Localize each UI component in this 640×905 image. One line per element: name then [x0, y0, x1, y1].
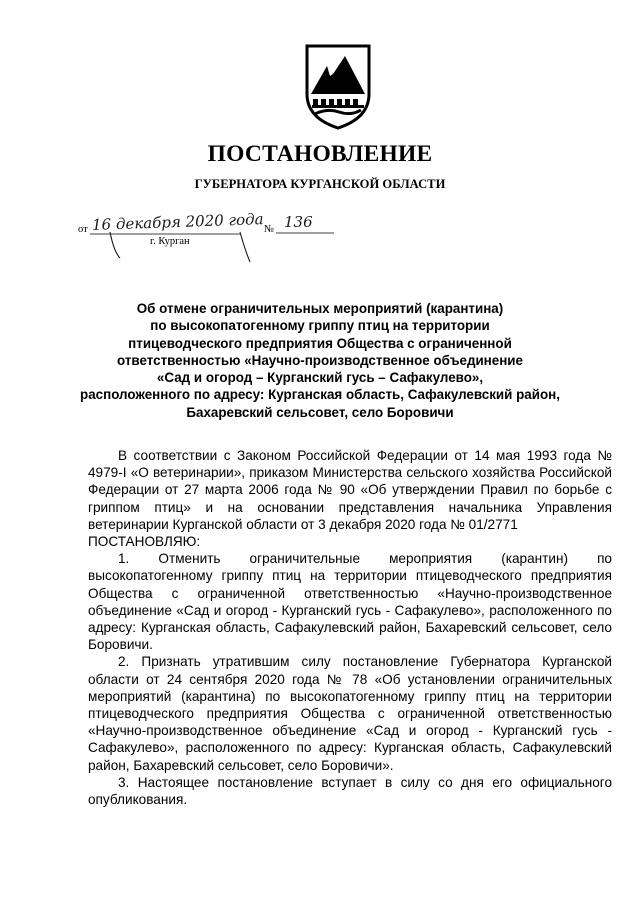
item-1-paragraph: 1. Отменить ограничительные мероприятия (карантин) по высокопатогенному гриппу птиц на территории птицеводческого предприятия Общества с ограниченной ответственностью «Научно-производственное объединение «Сад и огород - Курганский гусь - Сафакулево», расположенного по адресу: Курганская область, Сафакулевский район, Бахаревский сельсовет, село Боровичи. [88, 551, 612, 653]
coat-of-arms-icon [303, 44, 373, 130]
document-heading [60, 300, 580, 421]
heading-line: расположенного по адресу: Курганская область, Сафакулевский район, [80, 387, 560, 403]
heading-line: ответственностью «Научно-производственное объединение [117, 352, 523, 368]
handwritten-date: 16 декабря 2020 года [91, 210, 264, 234]
document-title: ПОСТАНОВЛЕНИЕ [207, 141, 433, 167]
heading-line: «Сад и огород – Курганский гусь – Сафакулево», [156, 370, 484, 386]
item-3-paragraph: 3. Настоящее постановление вступает в силу со дня его официального опубликования. [88, 774, 612, 808]
heading-line: по высокопатогенному гриппу птиц на территории [150, 318, 490, 334]
heading-line: Об отмене ограничительных мероприятий (карантина) [136, 301, 504, 316]
document-subtitle: ГУБЕРНАТОРА КУРГАНСКОЙ ОБЛАСТИ [194, 177, 446, 191]
heading-line: Бахаревский сельсовет, село Боровичи [186, 404, 454, 420]
date-prefix: от [78, 224, 88, 235]
handwritten-number: 136 [284, 213, 313, 231]
decree-word: ПОСТАНОВЛЯЮ: [88, 534, 201, 550]
number-label: № [264, 224, 275, 235]
date-underline-stroke [90, 228, 290, 264]
document-body [88, 447, 612, 808]
heading-line: птицеводческого предприятия Общества с ограниченной [128, 335, 512, 351]
place: г. Курган [150, 236, 190, 247]
number-underline [276, 230, 336, 236]
item-2-paragraph: 2. Признать утратившим силу постановление Губернатора Курганской области от 24 сентября 2020 года № 78 «Об установлении ограничительных мероприятий (карантина) по высокопатогенному гриппу птиц на территории птицеводческого предприятия Общества с ограниченной ответственностью «Научно-производственное объединение «Сад и огород - Курганский гусь - Сафакулево», расположенного по адресу: Курганская область, Сафакулевский район, Бахаревский сельсовет, село Боровичи». [88, 654, 612, 773]
preamble-paragraph: В соответствии с Законом Российской Федерации от 14 мая 1993 года № 4979-I «О ветеринарии», приказом Министерства сельского хозяйства Российской Федерации от 27 марта 2006 года № 90 «Об утверждении Правил по борьбе с гриппом птиц» и на основании представления начальника Управления ветеринарии Курганской области от 3 декабря 2020 года № 01/2771 [88, 448, 612, 532]
